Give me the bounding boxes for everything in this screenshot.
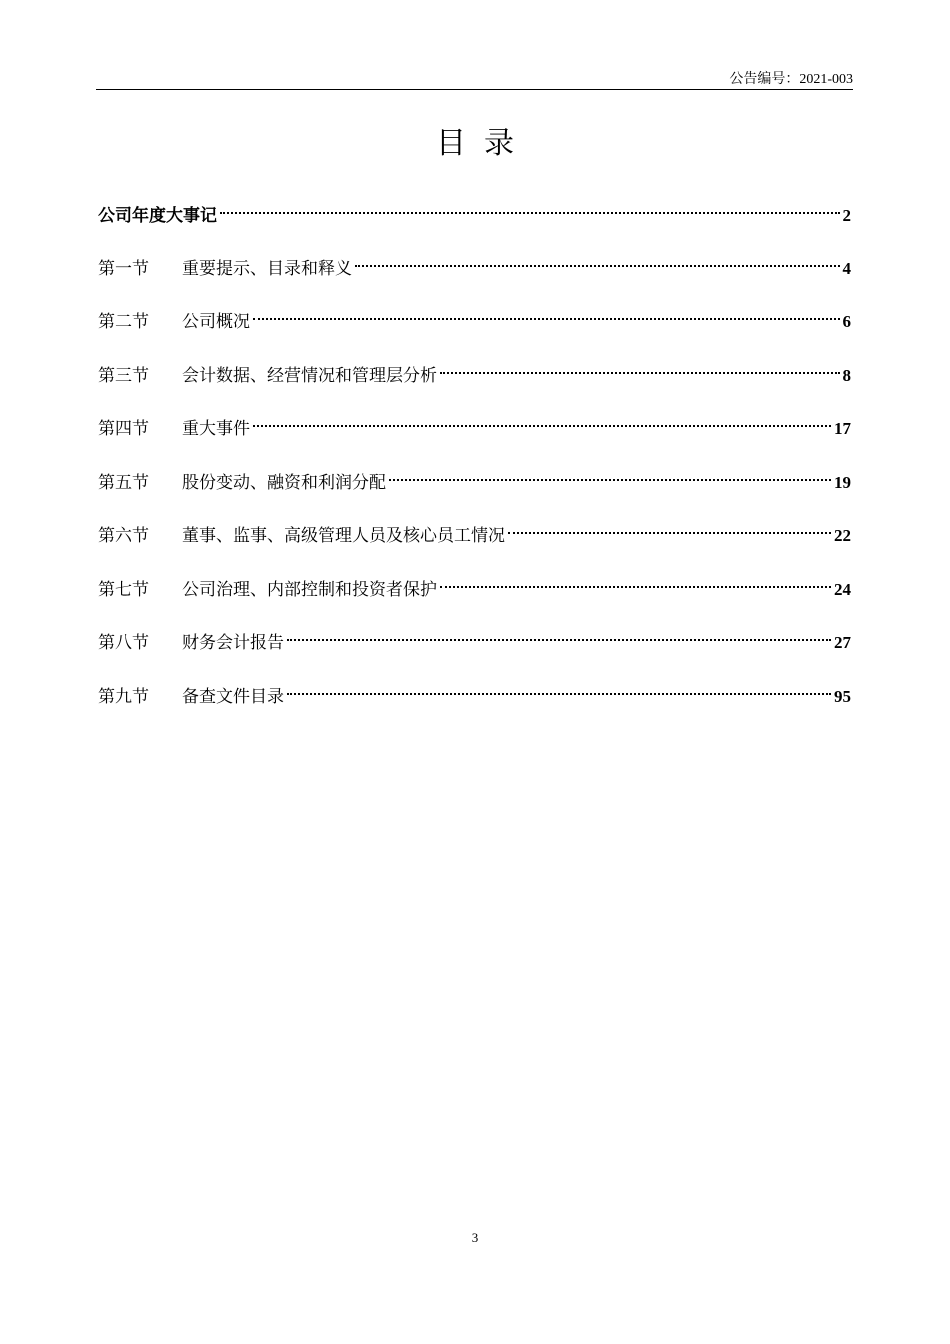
toc-leader-dots [508,513,831,541]
toc-entry-page: 2 [842,206,851,225]
announcement-number: 公告编号：2021-003 [729,72,853,87]
toc-entry-section: 第三节 [98,366,149,386]
toc-entry-section-4[interactable] [98,406,851,439]
toc-entry-section-8[interactable] [98,620,851,653]
toc-leader-dots [287,674,831,702]
toc-entry-title: 公司年度大事记 [98,206,217,226]
page-number: 3 [471,1230,479,1245]
toc-entry-page: 19 [834,473,851,492]
toc-entry-page: 22 [834,526,851,545]
toc-entry-section: 第九节 [98,687,149,707]
toc-leader-dots [389,460,831,488]
toc-entry-section: 第四节 [98,419,149,439]
toc-entry-page: 95 [834,687,851,706]
toc-entry-page: 4 [842,259,851,278]
toc-entry-title: 重大事件 [182,419,250,439]
toc-entry-page: 27 [834,633,851,652]
toc-leader-dots [355,246,840,274]
toc-entry-section: 第六节 [98,526,149,546]
toc-entry-section: 第五节 [98,473,149,493]
toc-entry-section-6[interactable] [98,513,851,546]
toc-entry-page: 6 [842,312,851,331]
toc-entry-title: 董事、监事、高级管理人员及核心员工情况 [182,526,505,546]
toc-entry-section: 第二节 [98,312,149,332]
toc-entry-section-1[interactable] [98,246,851,279]
toc-entry-section: 第七节 [98,580,149,600]
page-title: 目录 [436,126,532,161]
toc-leader-dots [287,620,831,648]
toc-entry-title: 备查文件目录 [182,687,284,707]
toc-entry-section: 第一节 [98,259,149,279]
toc-entry-title: 股份变动、融资和利润分配 [182,473,386,493]
toc-leader-dots [440,353,840,381]
toc-entry-page: 8 [842,366,851,385]
toc-entry-section-2[interactable] [98,299,851,332]
toc-leader-dots [440,567,831,595]
toc-entry-section-7[interactable] [98,567,851,600]
toc-entry-title: 公司概况 [182,312,250,332]
toc-entry-section-3[interactable] [98,353,851,386]
toc-entry-section: 第八节 [98,633,149,653]
toc-entry-section-5[interactable] [98,460,851,493]
toc-entry-page: 17 [834,419,851,438]
toc-entry-title: 会计数据、经营情况和管理层分析 [182,366,437,386]
toc-leader-dots [253,406,831,434]
toc-entry-section-9[interactable] [98,674,851,707]
toc-entry-title: 重要提示、目录和释义 [182,259,352,279]
toc-entry-page: 24 [834,580,851,599]
header-divider [96,89,853,90]
toc-entry-highlights[interactable] [98,193,851,226]
toc-entry-title: 财务会计报告 [182,633,284,653]
toc-leader-dots [253,299,840,327]
toc-leader-dots [220,193,840,221]
toc-entry-title: 公司治理、内部控制和投资者保护 [182,580,437,600]
